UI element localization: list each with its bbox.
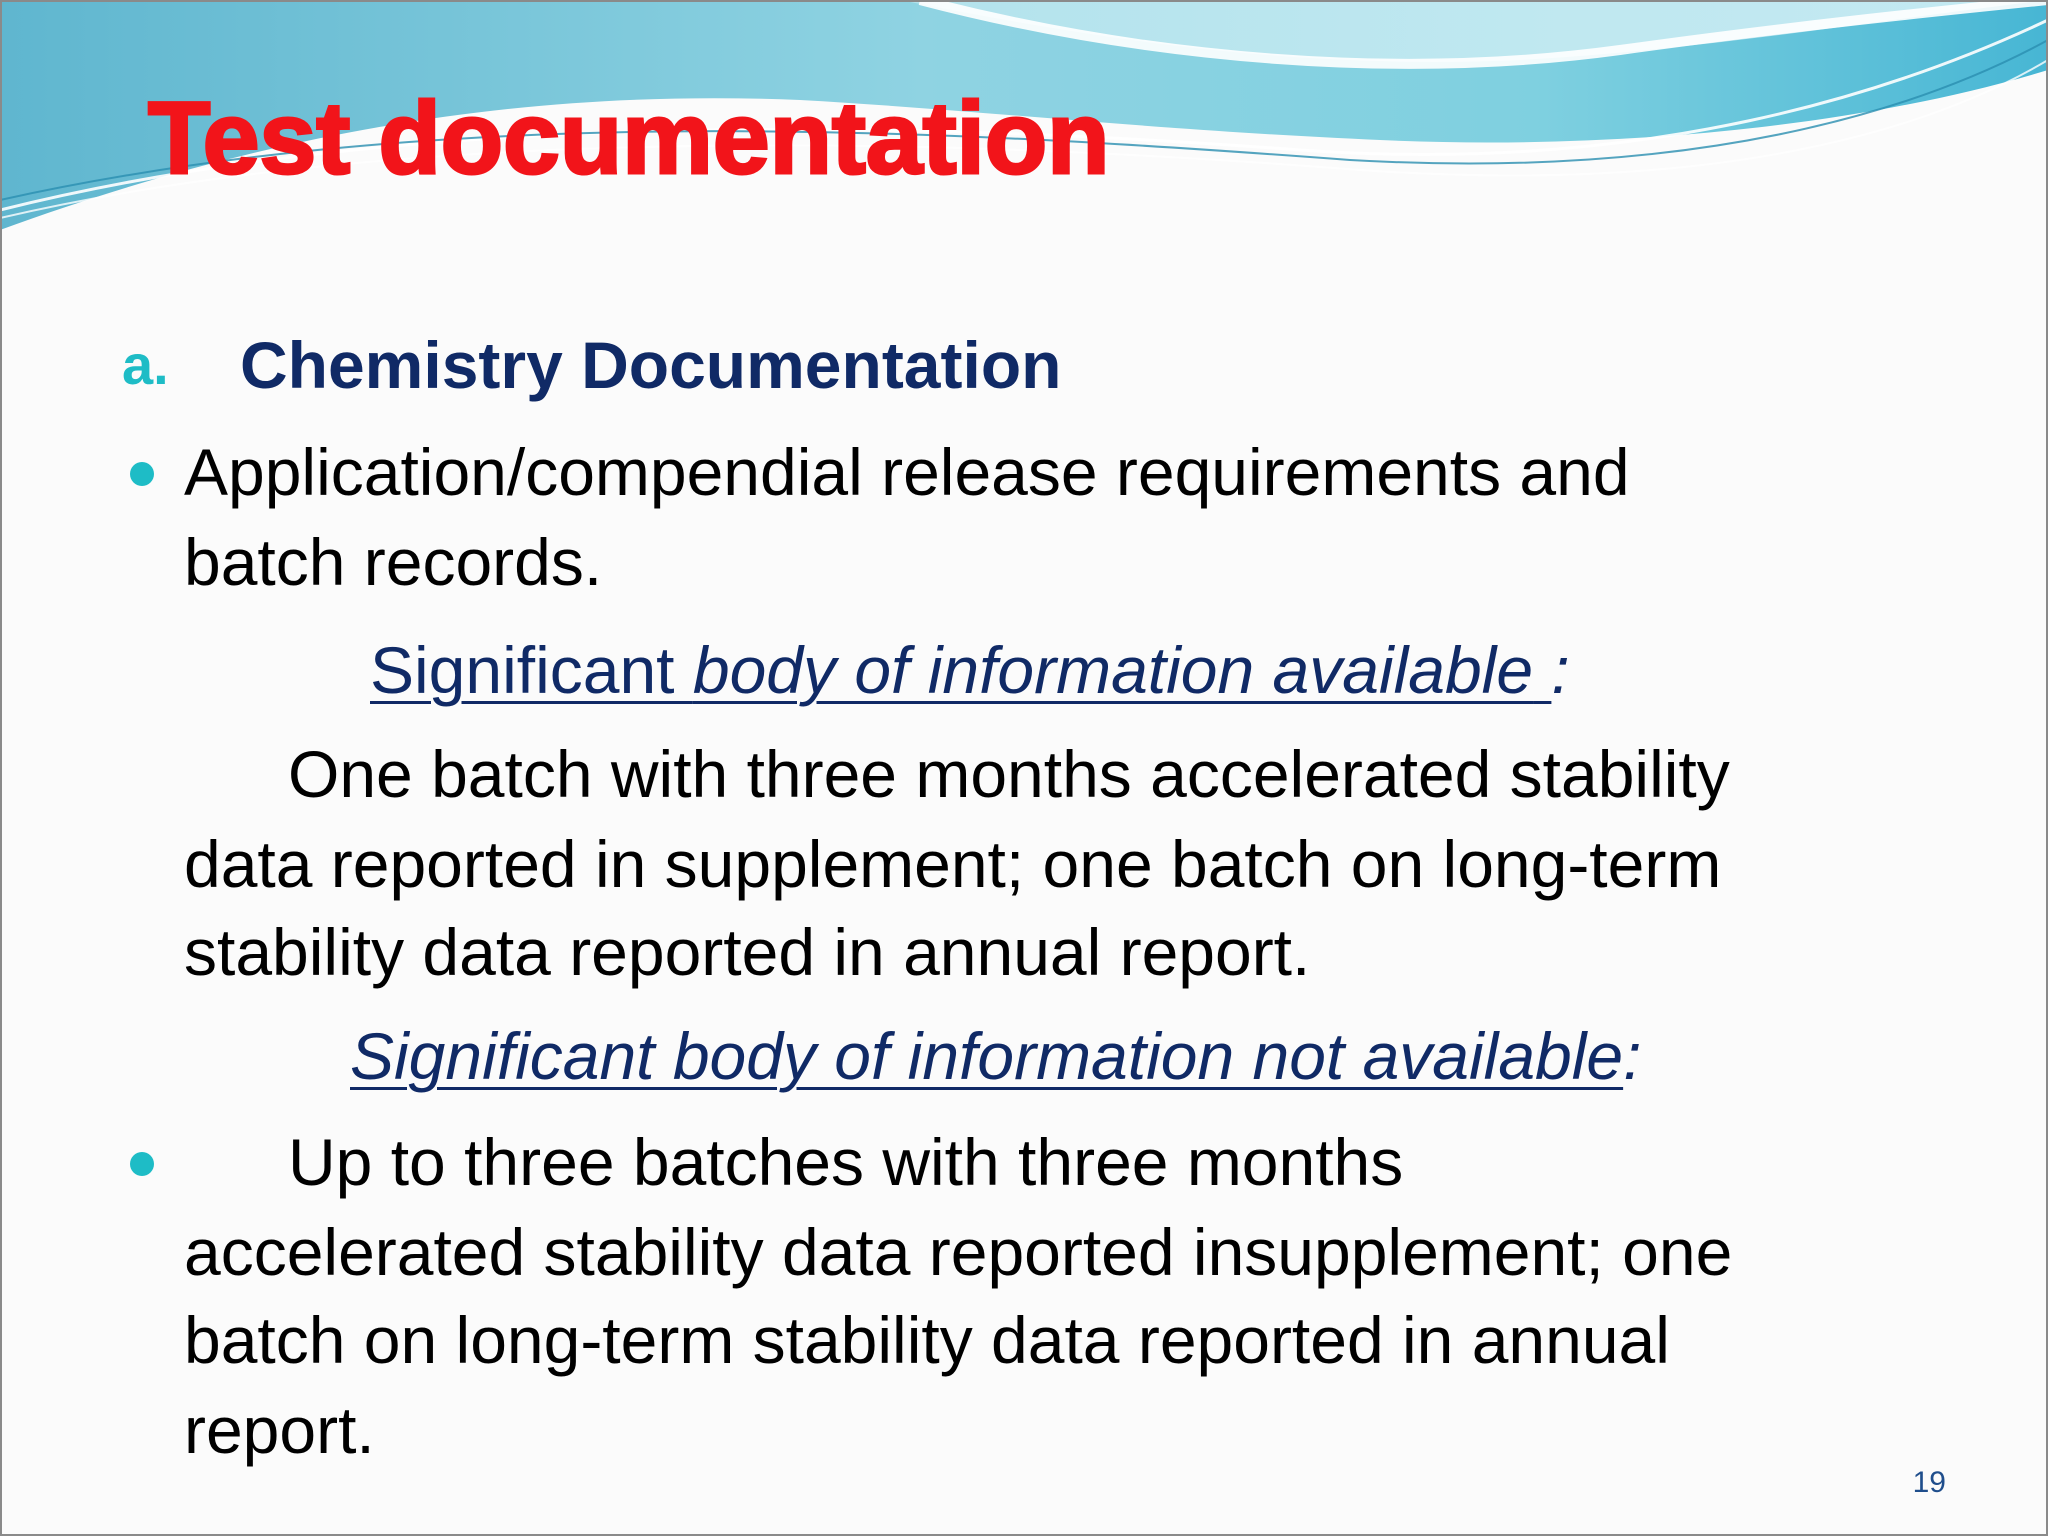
subheading-available [370, 626, 1570, 714]
subheading-not-available-colon: : [1623, 1019, 1642, 1093]
bullet-text-1-line-1: Application/compendial release requirements and [184, 435, 1630, 509]
section-heading: Chemistry Documentation [240, 328, 1062, 402]
subheading-available-colon: : [1551, 633, 1570, 707]
subheading-available-italic: body of information available [692, 633, 1534, 707]
bullet-icon [130, 462, 154, 486]
paragraph-available-line-3: stability data reported in annual report. [184, 915, 1311, 989]
bullet-text-1-line-2: batch records. [184, 525, 603, 599]
bullet-icon [130, 1152, 154, 1176]
page-number: 19 [1912, 1466, 1946, 1499]
slide-title: Test documentation [148, 81, 1110, 195]
bullet-text-2-line-4: report. [184, 1393, 375, 1467]
subheading-not-available [350, 1012, 1641, 1100]
bullet-text-2-line-1: Up to three batches with three months [288, 1125, 1404, 1199]
bullet-text-2-line-2: accelerated stability data reported insupplement; one [184, 1215, 1733, 1289]
subheading-not-available-italic: Significant body of information not available [350, 1019, 1624, 1093]
subheading-available-plain: Significant [370, 633, 693, 707]
section-marker: a. [122, 333, 169, 396]
paragraph-available-line-2: data reported in supplement; one batch on long-term [184, 827, 1722, 901]
paragraph-available-line-1: One batch with three months accelerated stability [288, 737, 1730, 811]
bullet-text-2-line-3: batch on long-term stability data reported in annual [184, 1303, 1670, 1377]
